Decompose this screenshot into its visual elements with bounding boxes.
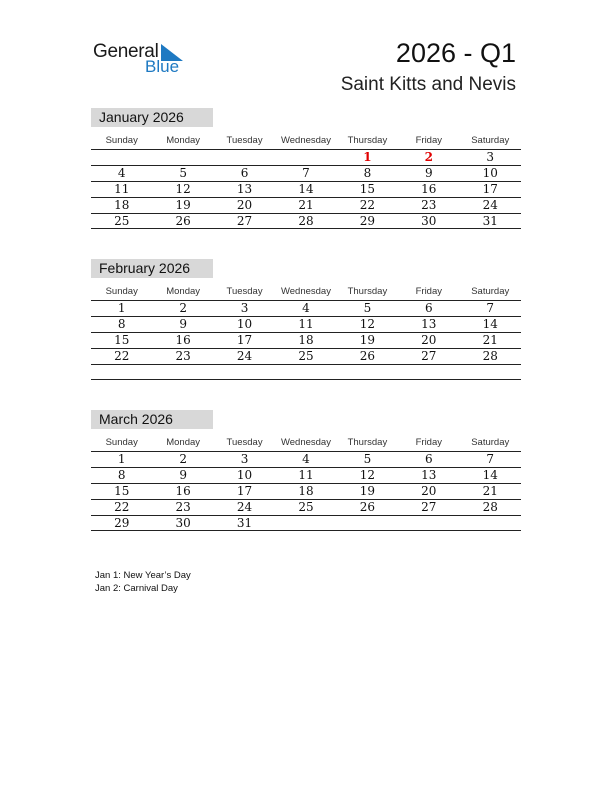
date-cell: 9	[179, 317, 187, 331]
date-cell: 22	[359, 198, 376, 212]
date-cell: 25	[298, 500, 314, 514]
date-cell: 13	[236, 182, 253, 196]
weekday-label: Monday	[166, 286, 201, 297]
date-cell: 16	[175, 484, 191, 498]
week-row	[91, 316, 521, 332]
month-title: February 2026	[91, 259, 213, 278]
date-cell: 17	[236, 333, 253, 347]
date-cell: 6	[425, 301, 433, 315]
month-title: March 2026	[91, 410, 213, 429]
date-cell: 20	[421, 333, 437, 347]
week-row	[91, 467, 521, 483]
date-cell: 18	[114, 198, 130, 212]
week-row	[91, 332, 521, 348]
weekday-label: Friday	[415, 286, 443, 297]
date-cell: 5	[363, 452, 372, 466]
date-cell: 26	[359, 500, 376, 514]
weekday-header-row	[91, 283, 521, 300]
date-cell: 8	[117, 317, 126, 331]
week-row	[91, 165, 521, 181]
date-cell: 4	[302, 452, 310, 466]
date-cell: 15	[114, 484, 130, 498]
date-cell: 16	[175, 333, 191, 347]
month-title: January 2026	[91, 108, 213, 127]
date-cell: 10	[482, 166, 498, 180]
date-cell: 14	[482, 468, 498, 482]
date-cell: 9	[425, 166, 433, 180]
month-calendar-january	[91, 108, 521, 229]
holiday-date-cell: 2	[424, 150, 433, 164]
date-cell: 25	[114, 213, 130, 228]
date-cell: 2	[179, 301, 187, 315]
country-name: Saint Kitts and Nevis	[340, 74, 516, 95]
date-cell: 3	[486, 150, 495, 164]
date-cell: 31	[482, 213, 498, 228]
weekday-label: Sunday	[105, 437, 138, 448]
date-cell: 11	[298, 317, 314, 331]
date-cell: 18	[298, 484, 314, 498]
weekday-label: Wednesday	[280, 286, 331, 297]
weekday-label: Tuesday	[226, 135, 263, 146]
week-row	[91, 348, 521, 364]
date-cell: 13	[421, 317, 437, 331]
date-cell: 31	[236, 515, 253, 530]
date-cell: 23	[175, 349, 191, 363]
date-cell: 25	[298, 349, 314, 363]
page-title: 2026 - Q1	[395, 38, 516, 68]
date-cell: 21	[298, 198, 314, 212]
week-row	[91, 149, 521, 165]
date-cell: 28	[298, 213, 314, 228]
date-cell: 24	[236, 349, 253, 363]
date-cell: 20	[421, 484, 437, 498]
weekday-label: Wednesday	[280, 437, 331, 448]
weekday-label: Wednesday	[280, 135, 331, 146]
weekday-label: Saturday	[471, 286, 510, 297]
date-cell: 7	[486, 452, 495, 466]
date-cell: 5	[179, 166, 187, 180]
date-cell: 3	[240, 452, 249, 466]
week-row	[91, 181, 521, 197]
weekday-label: Thursday	[347, 437, 388, 448]
date-cell: 7	[302, 166, 310, 180]
date-cell: 17	[236, 484, 253, 498]
generalblue-logo	[93, 40, 193, 80]
date-cell: 4	[117, 166, 126, 180]
date-cell: 20	[236, 198, 253, 212]
date-cell: 4	[302, 301, 310, 315]
date-cell: 14	[298, 182, 314, 196]
date-cell: 19	[359, 333, 376, 347]
weekday-label: Friday	[415, 135, 443, 146]
date-cell: 6	[425, 452, 433, 466]
week-row	[91, 499, 521, 515]
weekday-header-row	[91, 434, 521, 451]
date-cell: 23	[421, 198, 437, 212]
weekday-label: Monday	[166, 437, 201, 448]
logo-blue-text: Blue	[145, 57, 180, 76]
date-cell: 3	[240, 301, 249, 315]
date-cell: 24	[482, 198, 498, 212]
date-cell: 12	[359, 317, 376, 331]
date-cell: 8	[117, 468, 126, 482]
date-cell: 11	[298, 468, 314, 482]
date-cell: 12	[359, 468, 376, 482]
date-cell: 19	[359, 484, 376, 498]
date-cell: 5	[363, 301, 372, 315]
date-cell: 21	[482, 484, 498, 498]
date-cell: 15	[114, 333, 130, 347]
date-cell: 6	[240, 166, 249, 180]
week-row	[91, 197, 521, 213]
weekday-label: Saturday	[471, 135, 510, 146]
week-row	[91, 300, 521, 316]
date-cell: 10	[236, 468, 253, 482]
weekday-label: Thursday	[347, 135, 388, 146]
date-cell: 23	[175, 500, 191, 514]
date-cell: 14	[482, 317, 498, 331]
date-cell: 26	[175, 213, 191, 228]
holiday-note: Jan 1: New Year’s Day	[95, 570, 191, 581]
date-cell: 1	[117, 452, 126, 466]
date-cell: 28	[482, 349, 498, 363]
date-cell: 2	[179, 452, 187, 466]
date-cell: 30	[175, 515, 191, 530]
date-cell: 8	[363, 166, 372, 180]
date-cell: 16	[421, 182, 437, 196]
date-cell: 13	[421, 468, 437, 482]
weekday-label: Sunday	[105, 286, 138, 297]
date-cell: 29	[114, 515, 130, 530]
weekday-header-row	[91, 132, 521, 149]
month-calendar-february	[91, 259, 521, 380]
weekday-label: Tuesday	[226, 286, 263, 297]
date-cell: 28	[482, 500, 498, 514]
holiday-date-cell: 1	[363, 150, 372, 164]
month-calendar-march	[91, 410, 521, 531]
date-cell: 27	[236, 213, 253, 228]
weekday-label: Tuesday	[226, 437, 263, 448]
holiday-note: Jan 2: Carnival Day	[95, 583, 178, 594]
date-cell: 7	[486, 301, 495, 315]
date-cell: 1	[117, 301, 126, 315]
date-cell: 10	[236, 317, 253, 331]
week-row	[91, 515, 521, 531]
date-cell: 15	[359, 182, 376, 196]
date-cell: 22	[114, 500, 130, 514]
week-row	[91, 364, 521, 380]
date-cell: 27	[421, 500, 437, 514]
date-cell: 30	[421, 213, 437, 228]
date-cell: 26	[359, 349, 376, 363]
weekday-label: Thursday	[347, 286, 388, 297]
logo-general-text: General	[93, 41, 159, 62]
date-cell: 22	[114, 349, 130, 363]
weekday-label: Sunday	[105, 135, 138, 146]
date-cell: 24	[236, 500, 253, 514]
date-cell: 12	[175, 182, 191, 196]
date-cell: 11	[114, 182, 130, 196]
date-cell: 19	[175, 198, 191, 212]
date-cell: 17	[482, 182, 498, 196]
holiday-notes	[95, 569, 191, 595]
date-cell: 21	[482, 333, 498, 347]
weekday-label: Monday	[166, 135, 201, 146]
date-cell: 18	[298, 333, 314, 347]
weekday-label: Saturday	[471, 437, 510, 448]
date-cell: 9	[179, 468, 187, 482]
date-cell: 27	[421, 349, 437, 363]
week-row	[91, 483, 521, 499]
date-cell: 29	[359, 213, 376, 228]
weekday-label: Friday	[415, 437, 443, 448]
week-row	[91, 213, 521, 229]
week-row	[91, 451, 521, 467]
